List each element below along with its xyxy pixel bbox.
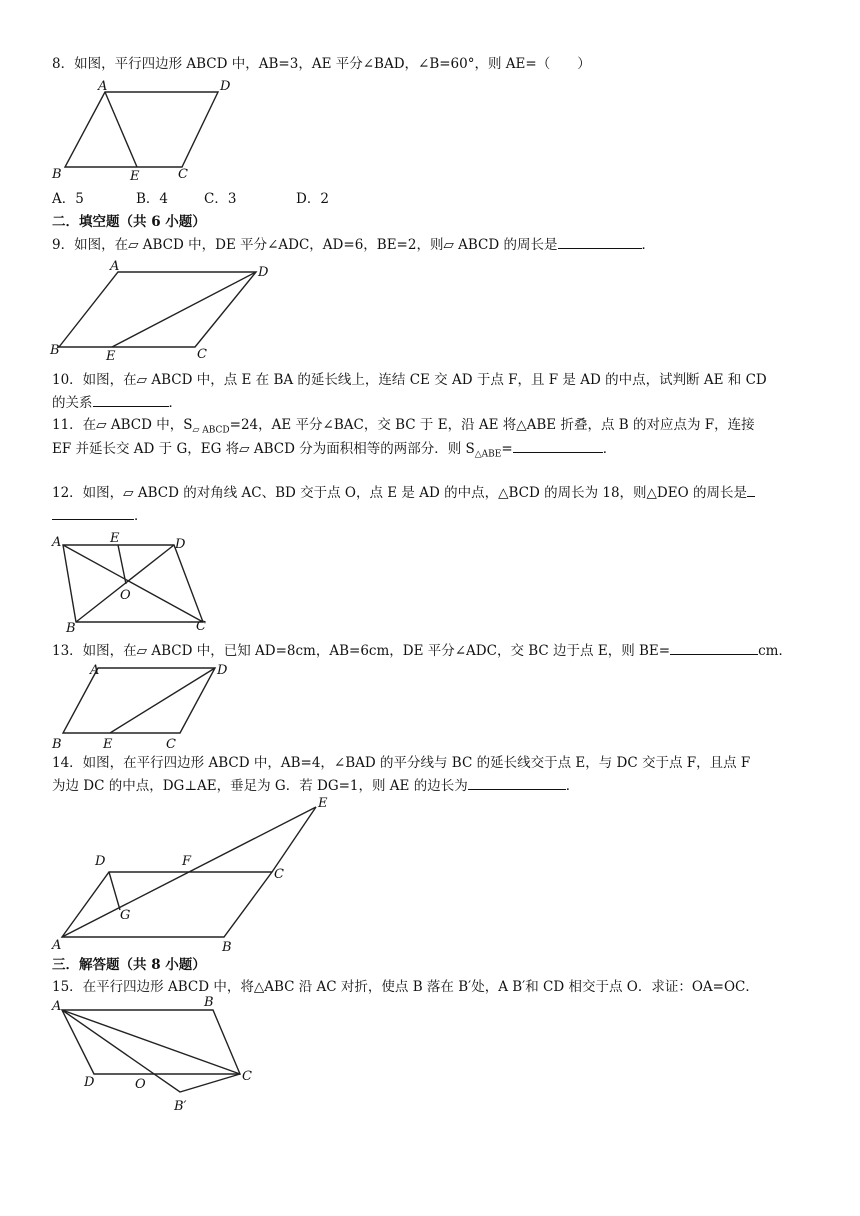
q14-label-g: G [120,908,131,923]
q13-parallelogram-diagram [50,660,250,750]
q12-answer-blank-start[interactable] [747,484,755,497]
q13-figure [50,660,250,750]
q11-sub-abcd: ▱ ABCD [192,425,230,436]
q14-segment-dg [109,872,120,910]
q15-label-a: A [52,999,62,1014]
q8-abcd-shape [65,92,218,167]
q12-answer-blank[interactable] [52,507,134,520]
q9-figure [50,258,290,362]
q9-answer-blank[interactable] [558,236,642,249]
q12-label-o: O [120,588,131,603]
q12-label-d: D [175,537,186,552]
q8-parallelogram-diagram [50,78,250,184]
q13-label-c: C [166,737,176,752]
q13-text [52,642,792,660]
q8-label-e: E [130,169,140,184]
q8-text: 8．如图，平行四边形 ABCD 中，AB=3，AE 平分∠BAD，∠B=60°，则 AE=（ ） [52,56,591,72]
q10-text-b: ． [168,395,182,411]
q8-label-c: C [178,167,188,182]
q12-line2 [52,507,148,525]
q11-text-d: = [501,441,513,457]
q8-label-d: D [220,79,231,94]
q12-diagonal-bd [76,545,174,622]
section-2-heading: 二．填空题（共 6 小题） [52,214,206,230]
q8-label-b: B [52,167,62,182]
q14-abcd-shape [62,872,272,937]
q10-answer-blank[interactable] [93,394,169,407]
q9-label-d: D [258,265,269,280]
q9-segment-de [112,272,256,347]
q10-line1: 10．如图，在▱ ABCD 中，点 E 在 BA 的延长线上，连结 CE 交 AD 于点 F，且 F 是 AD 的中点，试判断 AE 和 CD [52,372,767,388]
q12-diagonal-ac [63,545,203,622]
q13-label-e: E [103,737,113,752]
q11-text-e: ． [602,441,617,457]
q14-line1: 14．如图，在平行四边形 ABCD 中，AB=4，∠BAD 的平分线与 BC 的延长线交于点 E，与 DC 交于点 F，且点 F [52,755,751,771]
q9-label-a: A [110,259,120,274]
q14-answer-blank[interactable] [468,777,566,790]
q12-figure [50,531,250,636]
q9-abcd-shape [59,272,256,347]
q14-label-c: C [274,867,284,882]
q11-line2 [52,440,616,464]
q14-label-e: E [318,796,328,811]
q9-parallelogram-diagram [50,258,290,362]
q15-parallelogram-diagram [50,996,270,1116]
q10-text-a: 的关系 [52,395,93,411]
q14-label-a: A [52,938,62,953]
q13-text-b: cm． [758,643,792,659]
q11-text-c: EF 并延长交 AD 于 G，EG 将▱ ABCD 分为面积相等的两部分．则 S [52,441,475,457]
q8-option-d[interactable]: D．2 [296,191,329,207]
q11-text-b: =24，AE 平分∠BAC，交 BC 于 E，沿 AE 将△ABE 折叠，点 B 的对应点为 F，连接 [229,417,755,433]
q13-label-a: A [90,663,100,678]
q8-option-c[interactable]: C．3 [204,191,237,207]
q12-text-b: ． [134,508,148,524]
q14-figure [50,795,350,955]
q12-text-a: 12．如图，▱ ABCD 的对角线 AC、BD 交于点 O，点 E 是 AD 的中点，△BCD 的周长为 18，则△DEO 的周长是 [52,485,747,501]
q8-figure [50,78,250,184]
section-3-heading: 三．解答题（共 8 小题） [52,957,206,973]
q12-parallelogram-diagram [50,531,250,636]
q9-text-b: ． [641,237,655,253]
q15-label-b-prime: B′ [174,1099,187,1114]
q8-label-a: A [98,79,108,94]
q14-label-d: D [95,854,106,869]
q14-segment-ce [272,807,316,872]
q15-figure [50,996,270,1116]
q13-label-b: B [52,737,62,752]
q14-label-f: F [182,854,192,869]
q13-abcd-shape [63,668,215,733]
q11-sub-abe: △ABE [474,449,502,460]
q15-label-b: B [204,995,214,1010]
q8-option-b[interactable]: B．4 [136,191,169,207]
q8-options [52,190,329,208]
q13-answer-blank[interactable] [670,642,758,655]
q13-text-a: 13．如图，在▱ ABCD 中，已知 AD=8cm，AB=6cm，DE 平分∠ADC，交 BC 边于点 E，则 BE= [52,643,671,659]
q11-text-a: 11．在▱ ABCD 中，S [52,417,193,433]
q13-segment-de [110,668,215,733]
q14-text-a: 为边 DC 的中点，DG⊥AE，垂足为 G．若 DG=1，则 AE 的边长为 [52,778,468,794]
q9-label-b: B [50,343,60,358]
q9-label-e: E [106,349,116,364]
q11-answer-blank[interactable] [513,440,603,453]
q15-label-c: C [242,1069,252,1084]
q12-label-c: C [196,619,206,634]
q8-segment-ae [105,92,137,167]
q12-label-a: A [52,535,62,550]
q12-label-b: B [66,621,76,636]
q12-label-e: E [110,531,120,546]
q10-line2 [52,394,182,412]
q15-label-o: O [135,1077,146,1092]
q11-line1 [52,416,755,440]
q14-text-b: ． [565,778,580,794]
q8-option-a[interactable]: A．5 [52,191,84,207]
q9-label-c: C [197,347,207,362]
q15-label-d: D [84,1075,95,1090]
q14-line2 [52,777,579,795]
q14-parallelogram-diagram [50,795,350,955]
q13-label-d: D [217,663,228,678]
q12-line1 [52,484,755,502]
q15-text: 15．在平行四边形 ABCD 中，将△ABC 沿 AC 对折，使点 B 落在 B′处，A B′和 CD 相交于点 O．求证：OA=OC． [52,979,759,995]
q9-text [52,236,655,254]
q14-label-b: B [222,940,232,955]
q9-text-a: 9．如图，在▱ ABCD 中，DE 平分∠ADC，AD=6，BE=2，则▱ ABCD 的周长是 [52,237,558,253]
